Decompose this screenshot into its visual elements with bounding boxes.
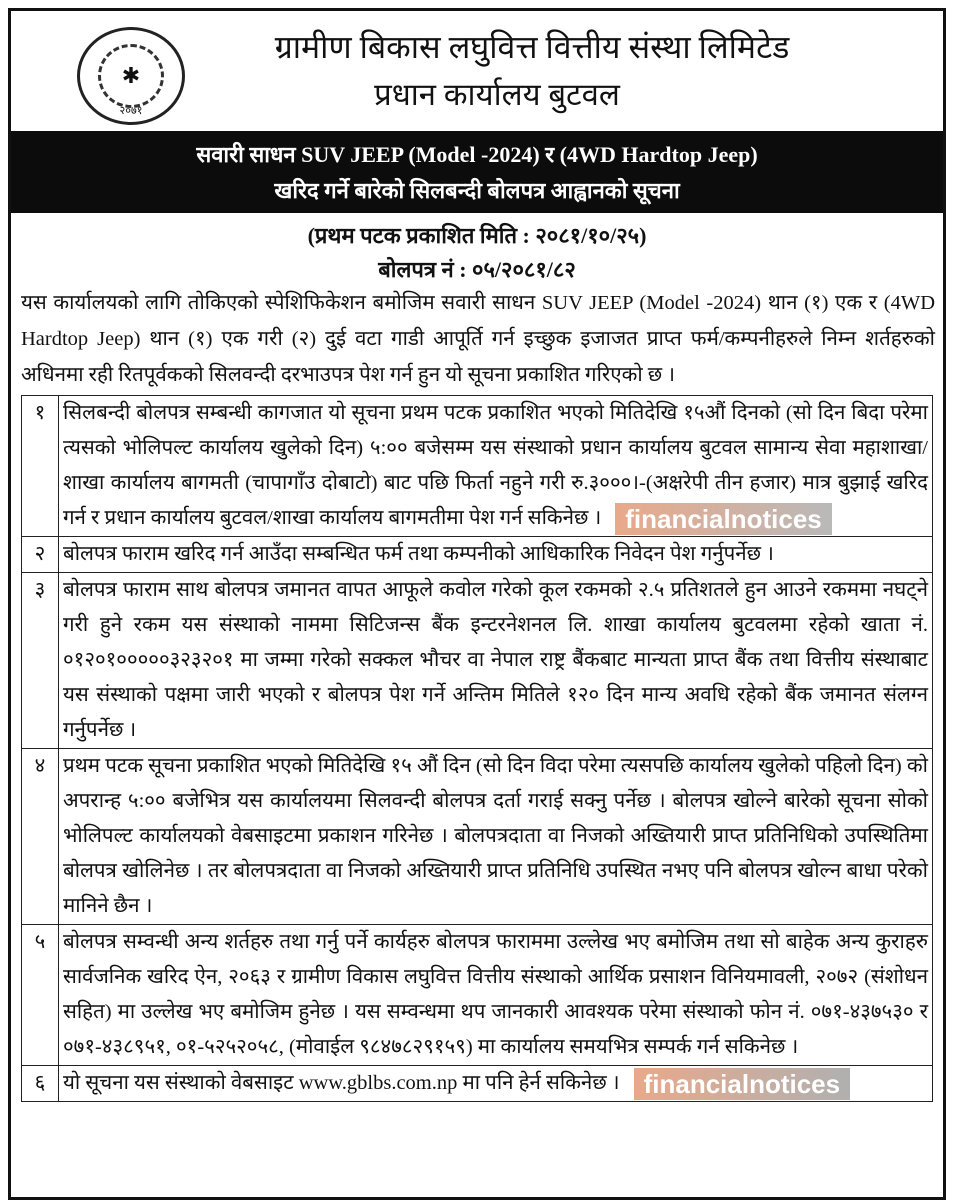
condition-number: २ [22, 537, 59, 573]
watermark: financialnotices [615, 503, 832, 535]
notice-frame [8, 8, 946, 1200]
condition-text: बोलपत्र फाराम खरिद गर्न आउँदा सम्बन्धित फर्म तथा कम्पनीको आधिकारिक निवेदन पेश गर्नुपर्नेछ । [63, 543, 774, 565]
condition-cell [59, 396, 933, 537]
condition-text: सिलबन्दी बोलपत्र सम्बन्धी कागजात यो सूचना प्रथम पटक प्रकाशित भएको मितिदेखि १५औं दिनको (सो दिन बिदा परेमा त्यसको भोलिपल्ट कार्यालय खुलेको दिन) ५:०० बजेसम्म यस संस्थाको प्रधान कार्यालय बुटवल सामान्य सेवा महाशाखा/शाखा कार्यालय बागमती (चापागाँउ दोबाटो) बाट पछि फिर्ता नहुने गरी रु.३०००।-(अक्षरेपी तीन हजार) मात्र बुझाई खरिद गर्न र प्रधान कार्यालय बुटवल/शाखा कार्यालय बागमतीमा पेश गर्न सकिनेछ । [63, 402, 928, 529]
conditions-table [21, 395, 933, 1102]
condition-number: ४ [22, 749, 59, 925]
condition-row [22, 925, 933, 1066]
condition-cell [59, 749, 933, 925]
condition-number: ५ [22, 925, 59, 1066]
watermark: financialnotices [634, 1068, 851, 1100]
condition-text: बोलपत्र फाराम साथ बोलपत्र जमानत वापत आफूले कवोल गरेको कूल रकमको २.५ प्रतिशतले हुन आउने रकममा नघट्ने गरी हुने रकम यस संस्थाको नाममा सिटिजन्स बैंक इन्टरनेशनल लि. शाखा कार्यालय बुटवलमा रहेको खाता नं. ०१२०१०००००३२३२०१ मा जम्मा गरेको सक्कल भौचर वा नेपाल राष्ट्र बैंकबाट मान्यता प्राप्त बैंक तथा वित्तीय संस्थाबाट यस संस्थाको पक्षमा जारी भएको र बोलपत्र पेश गर्ने अन्तिम मितिले १२० दिन मान्य अवधि रहेको बैंक जमानत संलग्न गर्नुपर्नेछ । [63, 579, 928, 741]
condition-number: ३ [22, 573, 59, 749]
banner-line-2: खरिद गर्ने बारेको सिलबन्दी बोलपत्र आह्वानको सूचना [274, 178, 680, 203]
notice-header [11, 11, 943, 131]
condition-cell [59, 537, 933, 573]
condition-row [22, 537, 933, 573]
banner-line-1: सवारी साधन SUV JEEP (Model -2024) र (4WD Hardtop Jeep) [196, 142, 758, 167]
condition-row [22, 573, 933, 749]
condition-text: यो सूचना यस संस्थाको वेबसाइट www.gblbs.com.np मा पनि हेर्न सकिनेछ । [63, 1072, 620, 1094]
office-name: प्रधान कार्यालय बुटवल [374, 77, 620, 112]
palm-tree-icon: ✱ [98, 44, 164, 108]
title-banner [11, 131, 943, 213]
intro-paragraph: यस कार्यालयको लागि तोकिएको स्पेशिफिकेशन बमोजिम सवारी साधन SUV JEEP (Model -2024) थान (१) एक र (4WD Hardtop Jeep) थान (१) एक गरी (२) दुई वटा गाडी आपूर्ति गर्न इच्छुक इजाजत प्राप्त फर्म/कम्पनीहरुले निम्न शर्तहरुको अधिनमा रही रितपूर्वकको सिलवन्दी दरभाउपत्र पेश गर्न हुन यो सूचना प्रकाशित गरिएको छ । [21, 292, 935, 386]
condition-row [22, 749, 933, 925]
condition-row [22, 1066, 933, 1102]
condition-row [22, 396, 933, 537]
condition-cell [59, 925, 933, 1066]
tender-number: बोलपत्र नं : ०५/२०८१/८२ [378, 257, 576, 282]
publish-date: (प्रथम पटक प्रकाशित मिति : २०८१/१०/२५) [307, 223, 647, 248]
condition-cell [59, 1066, 933, 1102]
condition-number: ६ [22, 1066, 59, 1102]
condition-text: प्रथम पटक सूचना प्रकाशित भएको मितिदेखि १५ औं दिन (सो दिन विदा परेमा त्यसपछि कार्यालय खुलेको पहिलो दिन) को अपरान्ह ५:०० बजेभित्र यस कार्यालयमा सिलवन्दी बोलपत्र दर्ता गराई सक्नु पर्नेछ । बोलपत्र खोल्ने बारेको सूचना सोको भोलिपल्ट कार्यालयको वेबसाइटमा प्रकाशन गरिनेछ । बोलपत्रदाता वा निजको अख्तियारी प्राप्त प्रतिनिधिको उपस्थितिमा बोलपत्र खोलिनेछ । तर बोलपत्रदाता वा निजको अख्तियारी प्राप्त प्रतिनिधि उपस्थित नभए पनि बोलपत्र खोल्न बाधा परेको मानिने छैन । [63, 755, 928, 917]
condition-number: १ [22, 396, 59, 537]
condition-cell [59, 573, 933, 749]
organization-name: ग्रामीण बिकास लघुवित्त वित्तीय संस्था लिमिटेड [274, 29, 790, 65]
condition-text: बोलपत्र सम्वन्धी अन्य शर्तहरु तथा गर्नु पर्ने कार्यहरु बोलपत्र फाराममा उल्लेख भए बमोजिम तथा सो बाहेक अन्य कुराहरु सार्वजनिक खरिद ऐन, २०६३ र ग्रामीण विकास लघुवित्त वित्तीय संस्थाको आर्थिक प्रसाशन विनियमावली, २०७२ (संशोधन सहित) मा उल्लेख भए बमोजिम हुनेछ । यस सम्वन्धमा थप जानकारी आवश्यक परेमा संस्थाको फोन नं. ०७१-४३७५३० र ०७१-४३८९५१, ०१-५२५२०५८, (मोवाईल ९८४७८२९१५९) मा कार्यालय समयभित्र सम्पर्क गर्न सकिनेछ । [63, 931, 928, 1058]
logo-year: २०७१ [119, 105, 143, 117]
